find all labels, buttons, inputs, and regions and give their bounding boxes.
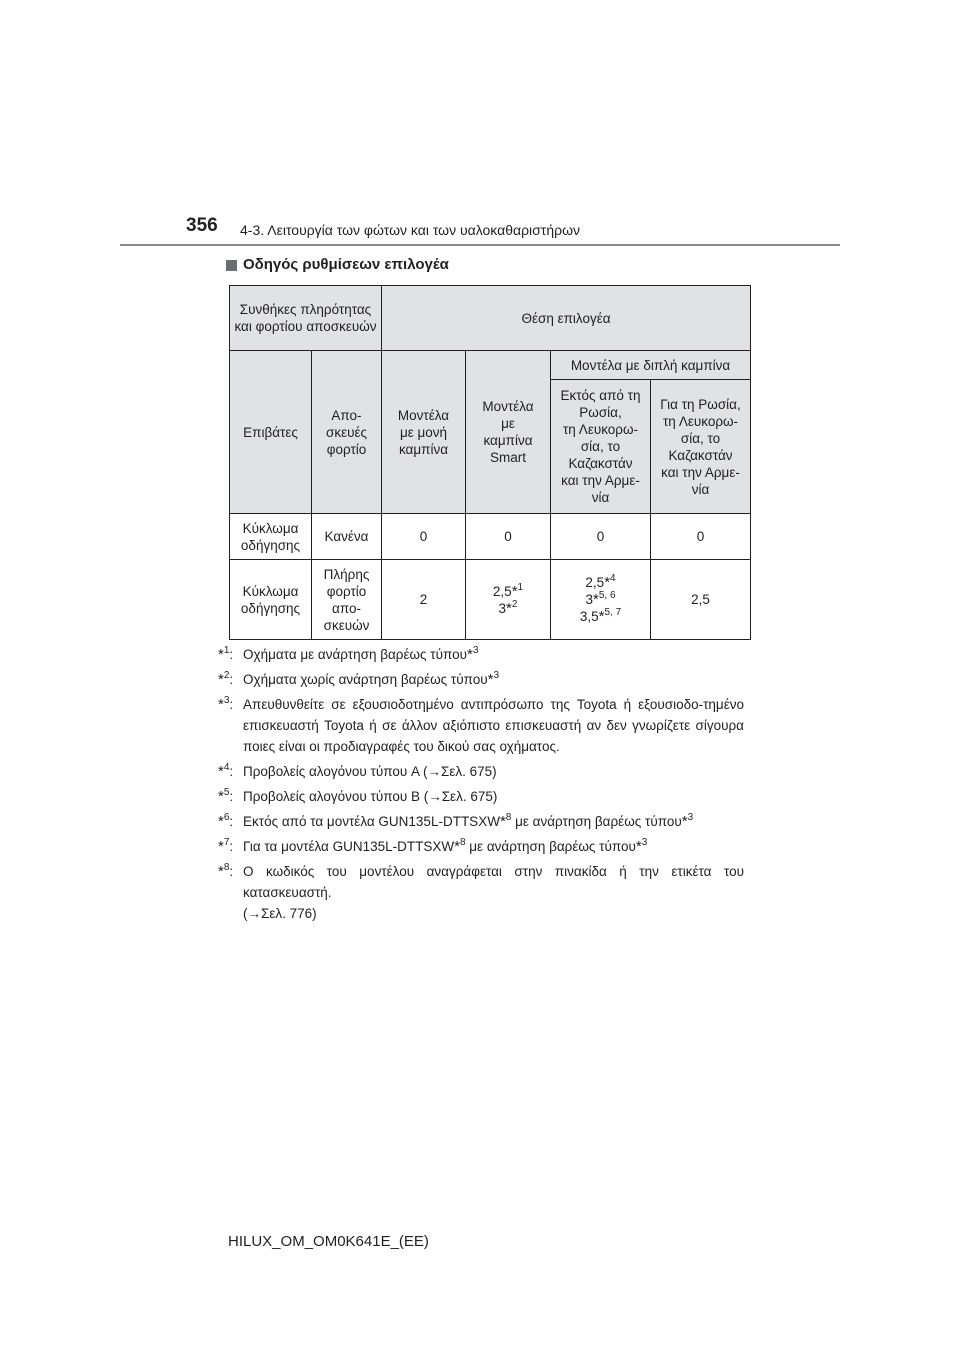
footnote-number: 6 [223, 812, 230, 823]
footnote-body: Για τα μοντέλα GUN135L-DTTSXW [243, 839, 455, 854]
footnote-marker: *$^5$: [218, 787, 234, 805]
footnote-2 [218, 669, 744, 690]
col-smart-cabin-text: Μοντέλα με καμπίνα Smart [482, 399, 534, 465]
row2-for: 2,5 [651, 560, 751, 640]
footnote-text: Προβολείς αλογόνου τύπου A (→Σελ. 675) [243, 764, 497, 779]
footnote-number: 8 [223, 862, 230, 873]
double-cabin-header-text: Μοντέλα με διπλή καμπίνα [570, 357, 731, 373]
footnotes [218, 644, 744, 928]
conditions-header [230, 286, 382, 351]
footnote-number: 1 [223, 645, 230, 656]
footnote-ref: 3 [493, 670, 500, 681]
table-row [230, 514, 751, 560]
col-luggage [312, 351, 382, 514]
position-header [382, 286, 751, 351]
footnote-ref: 8 [505, 812, 512, 823]
asterisk-icon: * [592, 591, 599, 608]
col-passengers [230, 351, 312, 514]
col-for-regions-text: Για τη Ρωσία, τη Λευκορω- σία, το Καζακστάν και την Αρμε- νία [660, 396, 741, 497]
footnote-1 [218, 644, 744, 665]
row2-passengers [230, 560, 312, 640]
col-single-cabin [382, 351, 466, 514]
conditions-header-text: Συνθήκες πληρότητας και φορτίου αποσκευών [234, 302, 377, 334]
row1-luggage [312, 514, 382, 560]
footnote-body: Εκτός από τα μοντέλα GUN135L-DTTSXW [243, 814, 500, 829]
footnote-6 [218, 811, 744, 832]
except-note-2: 5, 6 [598, 590, 616, 601]
footnote-number: 3 [223, 695, 230, 706]
except-note-3: 5, 7 [604, 607, 622, 618]
except-value-1: 2,5 [585, 575, 605, 590]
footnote-text: Για τα μοντέλα GUN135L-DTTSXW*$^8$ με ανάρτηση βαρέως τύπου*$^3$ [243, 837, 648, 855]
row2-smart [466, 560, 551, 640]
row1-luggage-text: Κανένα [324, 529, 369, 544]
footnote-number: 7 [223, 837, 230, 848]
footnote-marker: *$^2$: [218, 670, 234, 688]
footnote-marker: *$^7$: [218, 837, 234, 855]
row1-single: 0 [382, 514, 466, 560]
footnote-marker: *$^4$: [218, 762, 234, 780]
section-heading [226, 255, 449, 275]
selector-settings-table [229, 285, 751, 640]
smart-value-2: 3 [498, 600, 507, 616]
footnote-marker: *$^1$: [218, 645, 234, 663]
smart-note-2: 2 [511, 598, 518, 610]
page-number: 356 [186, 215, 218, 236]
footnote-ref: 8 [459, 837, 466, 848]
footnote-body: Οχήματα χωρίς ανάρτηση βαρέως τύπου [243, 672, 488, 687]
row2-luggage-text: Πλήρης φορτίο απο- σκευών [323, 566, 370, 633]
position-header-text: Θέση επιλογέα [521, 310, 611, 326]
footnote-ref: 3 [641, 837, 648, 848]
row2-except [551, 560, 651, 640]
footnote-marker: *$^3$: [218, 695, 234, 713]
col-except-regions-text: Εκτός από τη Ρωσία, τη Λευκορω- σία, το Καζακστάν και την Αρμε- νία [560, 388, 641, 505]
col-for-regions [651, 380, 751, 514]
bullet-square-icon [226, 260, 237, 271]
footnote-text: Οχήματα χωρίς ανάρτηση βαρέως τύπου*$^3$ [243, 670, 500, 688]
footnote-7 [218, 836, 744, 857]
asterisk-icon: * [604, 574, 611, 591]
smart-value-1: 2,5 [492, 583, 512, 599]
asterisk-icon: * [506, 599, 512, 617]
footnote-text: Προβολείς αλογόνου τύπου B (→Σελ. 675) [243, 789, 498, 804]
footnote-body: με ανάρτηση βαρέως τύπου [465, 839, 636, 854]
footnote-ref: 3 [472, 645, 479, 656]
footnote-text [243, 861, 744, 924]
footnote-marker: *$^6$: [218, 812, 234, 830]
section-title: 4-3. Λειτουργία των φώτων και των υαλοκαθαριστήρων [240, 222, 581, 238]
footnote-ref: 3 [687, 812, 694, 823]
table-row [230, 560, 751, 640]
footnote-body: Οχήματα με ανάρτηση βαρέως τύπου [243, 647, 467, 662]
footnote-3 [218, 694, 744, 757]
footnote-4 [218, 761, 744, 782]
asterisk-icon: * [511, 582, 518, 600]
col-smart-cabin [466, 351, 551, 514]
smart-note-1: 1 [517, 581, 524, 593]
row1-passengers-text: Κύκλωμα οδήγησης [240, 520, 301, 553]
col-except-regions [551, 380, 651, 514]
col-passengers-text: Επιβάτες [243, 424, 298, 440]
except-note-1: 4 [610, 573, 616, 584]
row1-passengers [230, 514, 312, 560]
except-value-2: 3 [585, 592, 593, 607]
row1-except: 0 [551, 514, 651, 560]
footnote-text: Οχήματα με ανάρτηση βαρέως τύπου*$^3$ [243, 645, 479, 663]
footnote-body: με ανάρτηση βαρέως τύπου [511, 814, 682, 829]
footnote-text: Απευθυνθείτε σε εξουσιοδοτημένο αντιπρόσωπο της Toyota ή εξουσιοδο-τημένο επισκευαστή Toyota ή σε άλλον αξιόπιστο επισκευαστή αν δεν γνωρίζετε σίγουρα ποιες είναι οι προδιαγραφές του δικού σας οχήματος. [243, 697, 744, 754]
header-rule [120, 244, 840, 246]
footnote-body: Ο κωδικός του μοντέλου αναγράφεται στην πινακίδα ή την ετικέτα του κατασκευαστή. [243, 864, 744, 900]
row1-smart: 0 [466, 514, 551, 560]
footnote-page-ref: (→Σελ. 776) [243, 906, 317, 921]
except-value-3: 3,5 [579, 609, 599, 624]
row2-luggage [312, 560, 382, 640]
footnote-number: 5 [223, 787, 230, 798]
row2-single: 2 [382, 560, 466, 640]
row2-passengers-text: Κύκλωμα οδήγησης [240, 583, 301, 616]
asterisk-icon: * [598, 608, 605, 625]
col-luggage-text: Απο- σκευές φορτίο [325, 407, 367, 457]
footnote-number: 4 [223, 762, 230, 773]
row1-for: 0 [651, 514, 751, 560]
footnote-number: 2 [223, 670, 230, 681]
col-single-cabin-text: Μοντέλα με μονή καμπίνα [397, 407, 450, 457]
footnote-marker: *$^8$: [218, 862, 234, 880]
document-code: HILUX_OM_OM0K641E_(EE) [228, 1233, 429, 1250]
heading-text: Οδηγός ρυθμίσεων επιλογέα [243, 256, 449, 273]
footnote-5 [218, 786, 744, 807]
footnote-8 [218, 861, 744, 924]
footnote-text: Εκτός από τα μοντέλα GUN135L-DTTSXW*$^8$ με ανάρτηση βαρέως τύπου*$^3$ [243, 812, 694, 830]
double-cabin-header [551, 351, 751, 380]
